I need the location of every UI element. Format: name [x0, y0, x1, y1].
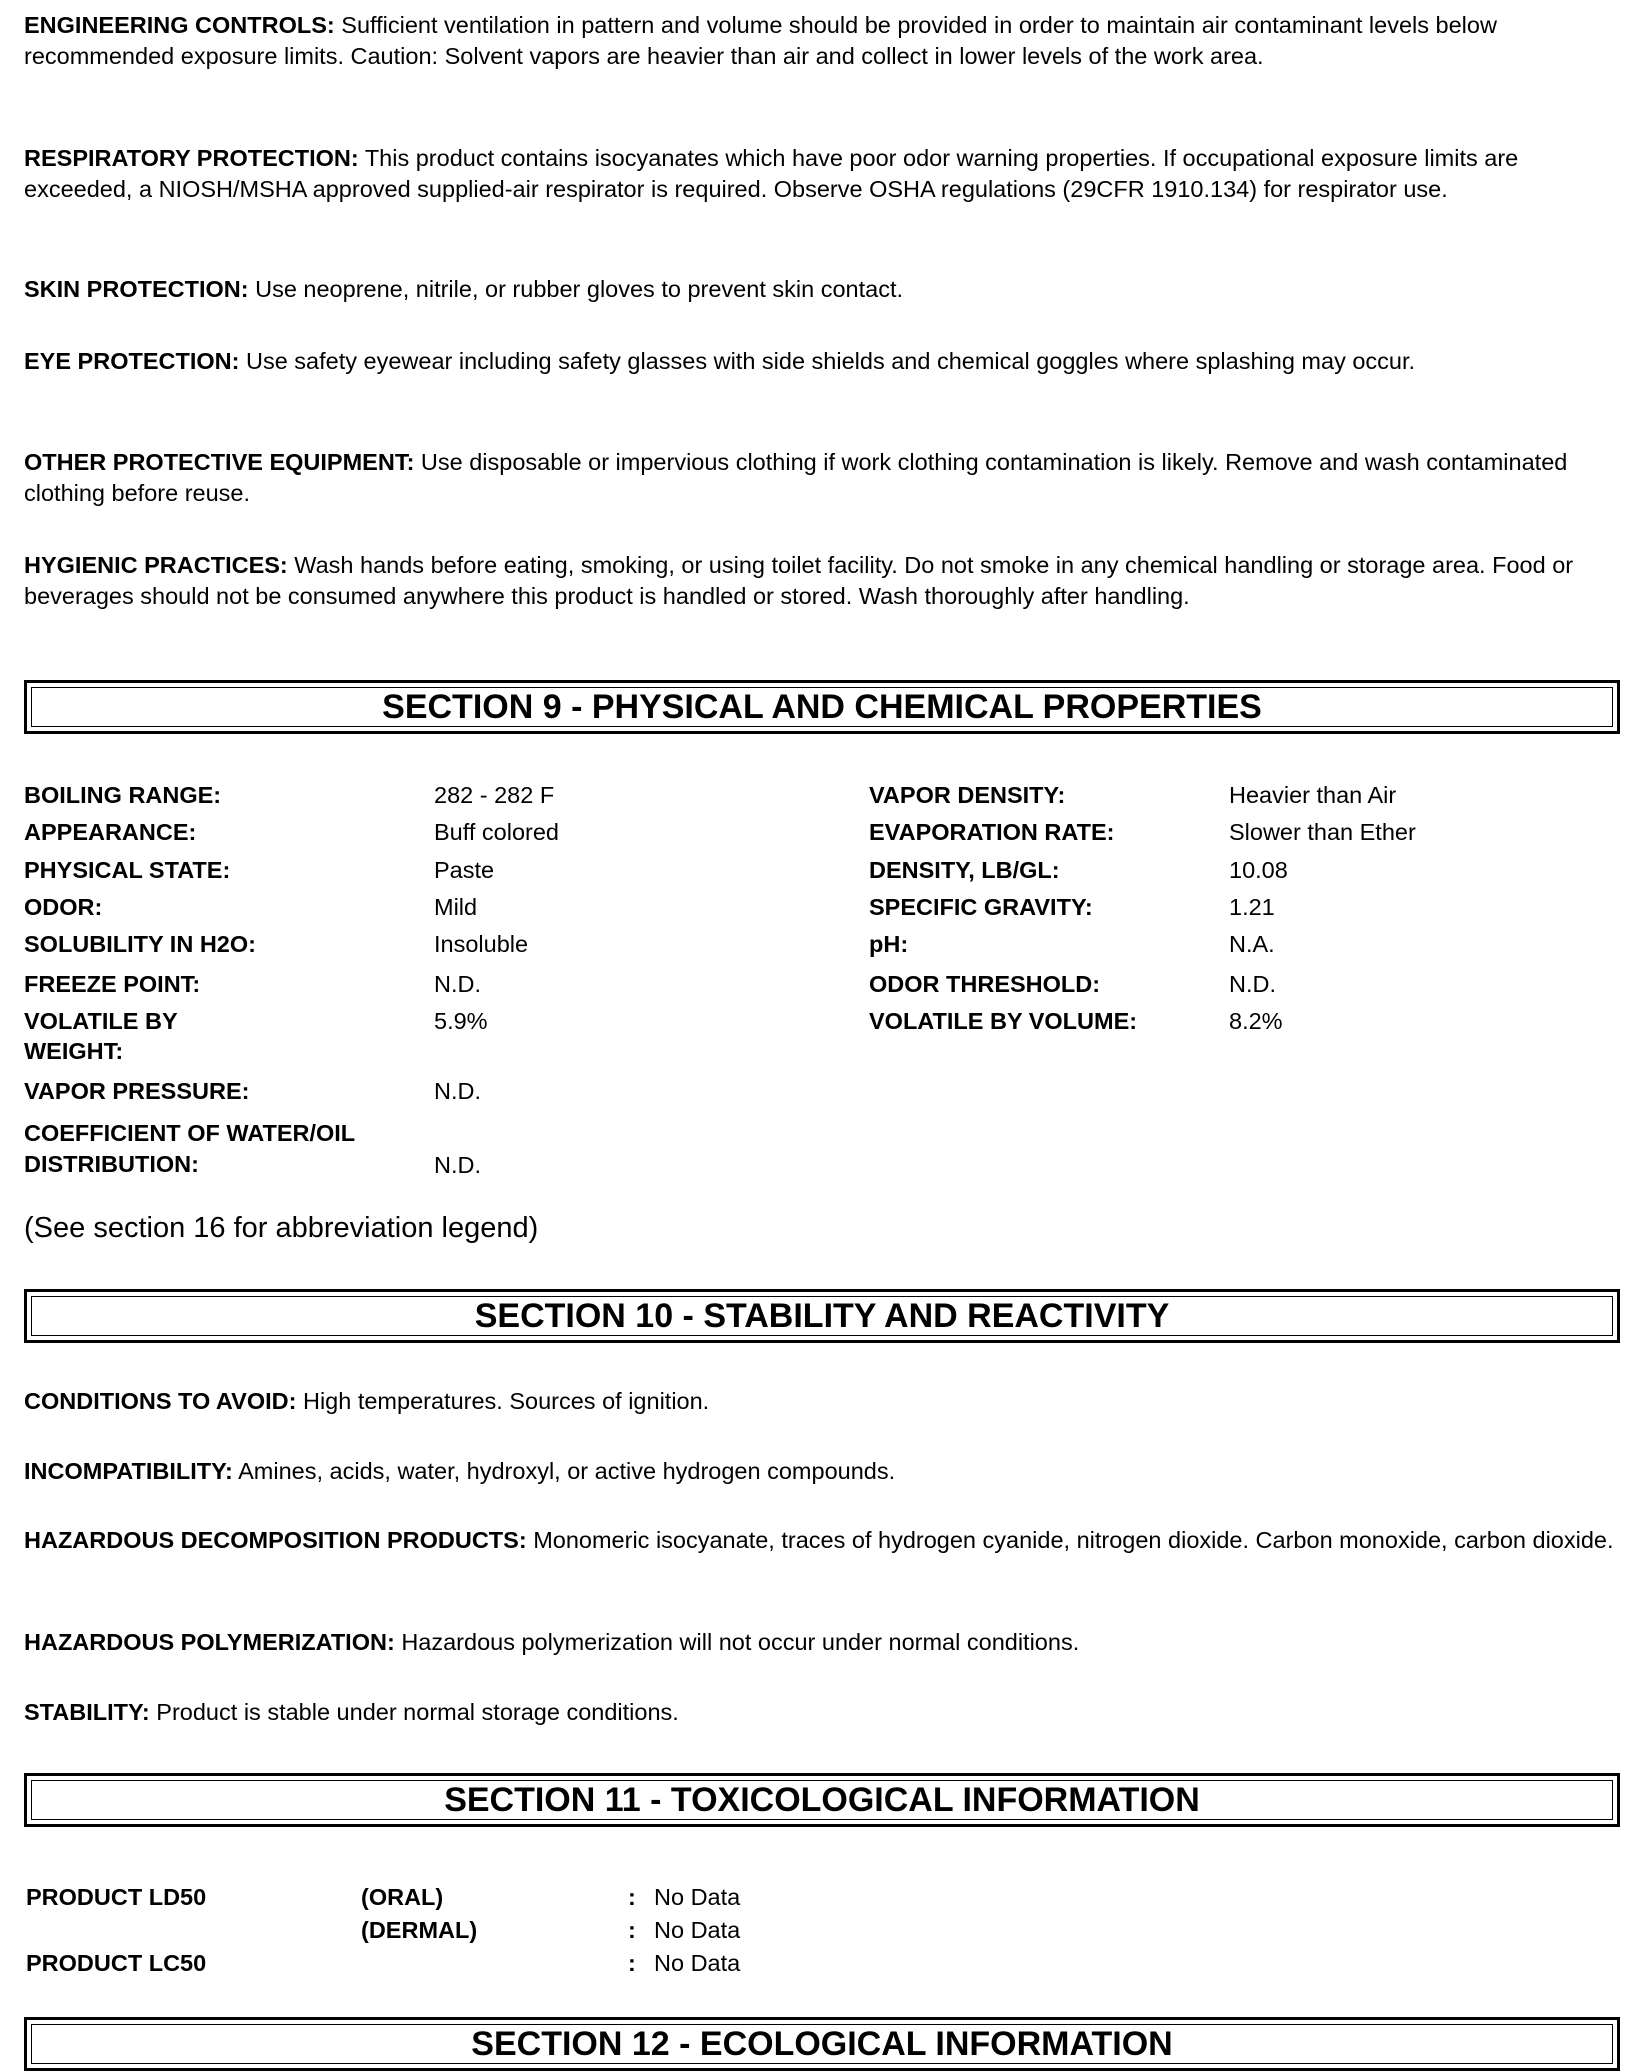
prop-label: COEFFICIENT OF WATER/OIL DISTRIBUTION: [24, 1120, 355, 1177]
prop-label: SOLUBILITY IN H2O: [24, 931, 256, 957]
ld50-label: PRODUCT LD50 [26, 1884, 207, 1910]
dermal-route: (DERMAL) [361, 1917, 478, 1943]
prop-label: VAPOR DENSITY: [869, 782, 1066, 808]
stability: STABILITY: Product is stable under normal storage conditions. [24, 1699, 679, 1725]
prop-value: Buff colored [434, 819, 559, 845]
prop-value: Paste [434, 857, 495, 883]
prop-value: N.A. [1229, 931, 1275, 957]
prop-value: N.D. [434, 971, 481, 997]
prop-label: PHYSICAL STATE: [24, 857, 231, 883]
dermal-value: No Data [654, 1917, 741, 1943]
section-12-header [24, 2017, 1620, 2071]
section-10-header [24, 1289, 1620, 1343]
section-11-title: SECTION 11 - TOXICOLOGICAL INFORMATION [444, 1781, 1200, 1819]
colon: : [628, 1884, 636, 1910]
prop-label: APPEARANCE: [24, 819, 197, 845]
conditions-to-avoid: CONDITIONS TO AVOID: High temperatures. Sources of ignition. [24, 1388, 710, 1414]
colon: : [628, 1917, 636, 1943]
prop-value: 282 - 282 F [434, 782, 555, 808]
prop-value: Slower than Ether [1229, 819, 1416, 845]
section-10-title: SECTION 10 - STABILITY AND REACTIVITY [474, 1297, 1170, 1335]
section-9-title: SECTION 9 - PHYSICAL AND CHEMICAL PROPERTIES [382, 688, 1262, 726]
colon: : [628, 1950, 636, 1976]
section-12-title: SECTION 12 - ECOLOGICAL INFORMATION [471, 2025, 1173, 2063]
prop-label: EVAPORATION RATE: [869, 819, 1115, 845]
prop-value: N.D. [434, 1078, 481, 1104]
section-11-header [24, 1773, 1620, 1827]
prop-value: 5.9% [434, 1008, 488, 1034]
other-protective-equipment: OTHER PROTECTIVE EQUIPMENT: Use disposable or impervious clothing if work clothing contamination is likely. Remove and wash contaminated clothing before reuse. [24, 449, 1568, 506]
incompatibility: INCOMPATIBILITY: Amines, acids, water, hydroxyl, or active hydrogen compounds. [24, 1458, 896, 1484]
prop-label: VOLATILE BY VOLUME: [869, 1008, 1138, 1034]
prop-label: VOLATILE BY WEIGHT: [24, 1008, 178, 1064]
hazardous-decomposition-products: HAZARDOUS DECOMPOSITION PRODUCTS: Monomeric isocyanate, traces of hydrogen cyanide, nitrogen dioxide. Carbon monoxide, carbon dioxide. [24, 1527, 1614, 1553]
prop-value: N.D. [434, 1152, 481, 1178]
hygienic-practices: HYGIENIC PRACTICES: Wash hands before eating, smoking, or using toilet facility. Do not smoke in any chemical handling or storage area. Food or beverages should not be consumed anywhere this product is handled or stored. Wash thoroughly after handling. [24, 552, 1574, 609]
prop-label: SPECIFIC GRAVITY: [869, 894, 1093, 920]
abbreviation-note: (See section 16 for abbreviation legend) [24, 1212, 539, 1244]
oral-route: (ORAL) [361, 1884, 444, 1910]
prop-label: BOILING RANGE: [24, 782, 222, 808]
skin-protection: SKIN PROTECTION: Use neoprene, nitrile, or rubber gloves to prevent skin contact. [24, 276, 903, 302]
eye-protection: EYE PROTECTION: Use safety eyewear including safety glasses with side shields and chemical goggles where splashing may occur. [24, 348, 1416, 374]
prop-label: DENSITY, LB/GL: [869, 857, 1060, 883]
prop-value: Mild [434, 894, 478, 920]
engineering-controls: ENGINEERING CONTROLS: Sufficient ventilation in pattern and volume should be provided in order to maintain air contaminant levels below recommended exposure limits. Caution: Solvent vapors are heavier than air and collect in lower levels of the work area. [24, 12, 1497, 69]
prop-value: Insoluble [434, 931, 529, 957]
prop-label: ODOR: [24, 894, 103, 920]
section-9-header [24, 680, 1620, 734]
prop-label: ODOR THRESHOLD: [869, 971, 1101, 997]
lc50-value: No Data [654, 1950, 741, 1976]
prop-label: FREEZE POINT: [24, 971, 201, 997]
prop-value: 8.2% [1229, 1008, 1283, 1034]
prop-label: pH: [869, 931, 909, 957]
prop-label: VAPOR PRESSURE: [24, 1078, 250, 1104]
respiratory-protection: RESPIRATORY PROTECTION: This product contains isocyanates which have poor odor warning properties. If occupational exposure limits are exceeded, a NIOSH/MSHA approved supplied-air respirator is required. Observe OSHA regulations (29CFR 1910.134) for respirator use. [24, 145, 1519, 202]
prop-value: 1.21 [1229, 894, 1275, 920]
prop-value: N.D. [1229, 971, 1276, 997]
lc50-label: PRODUCT LC50 [26, 1950, 207, 1976]
prop-value: Heavier than Air [1229, 782, 1397, 808]
hazardous-polymerization: HAZARDOUS POLYMERIZATION: Hazardous polymerization will not occur under normal conditions. [24, 1629, 1080, 1655]
oral-value: No Data [654, 1884, 741, 1910]
prop-value: 10.08 [1229, 857, 1288, 883]
